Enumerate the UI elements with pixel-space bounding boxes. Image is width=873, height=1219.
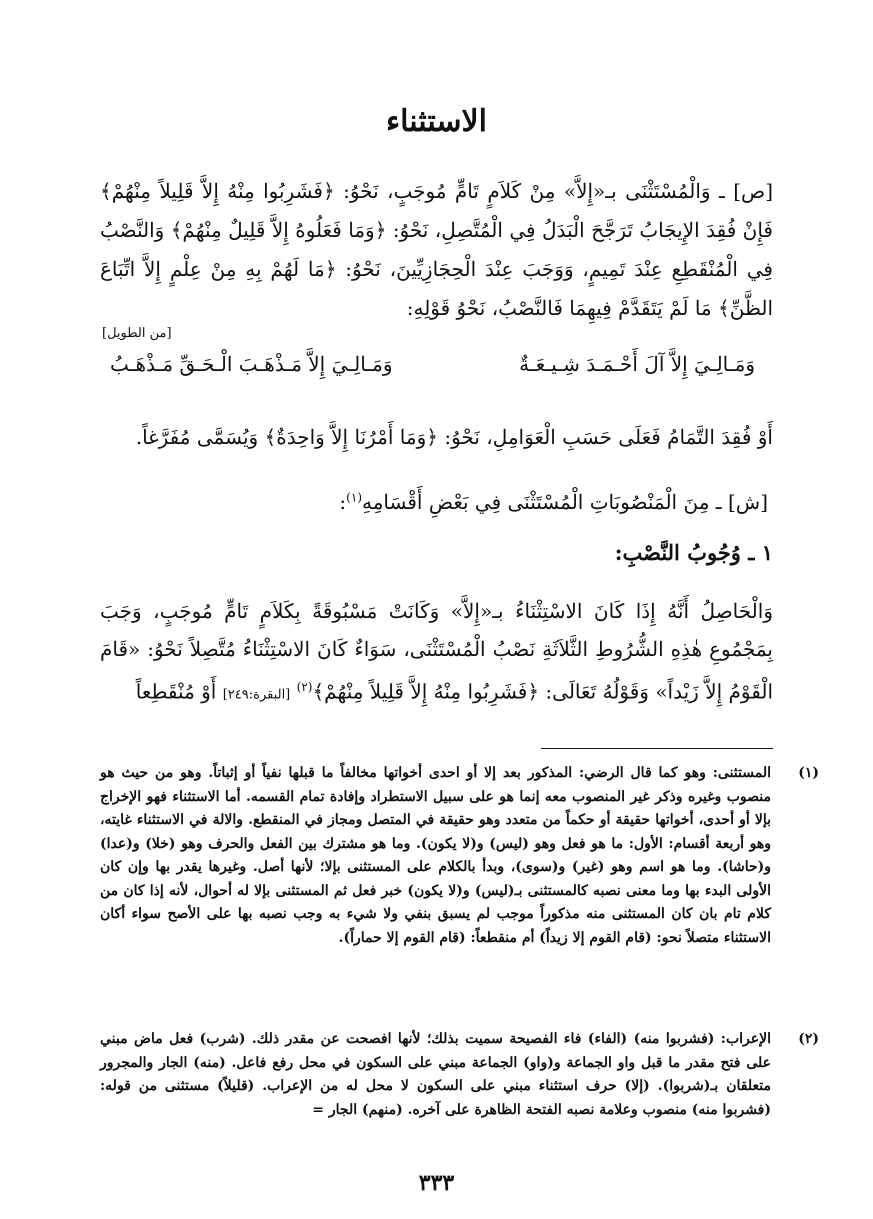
matn-paragraph-2 xyxy=(100,398,773,477)
footnote-marker-2[interactable]: (٢) xyxy=(296,680,313,694)
sharh-text-tail: أَوْ مُنْقَطِعاً xyxy=(135,679,217,704)
footnote-2 xyxy=(100,1028,819,1122)
footnote-1-number: (١) xyxy=(798,765,819,781)
sharh-paragraph xyxy=(100,592,773,715)
page-title: الاستثناء xyxy=(386,104,487,139)
verse-first-hemistich: وَمَـالِـيَ إِلاَّ آلَ أَحْـمَـدَ شِـيـعَـةٌ xyxy=(519,352,755,376)
matn-paragraph xyxy=(100,172,773,328)
footnote-separator xyxy=(541,748,773,749)
footnote-1 xyxy=(100,762,819,950)
sharh-text: وَالْحَاصِلُ أَنَّهُ إِذَا كَانَ الاسْتِثْنَاءُ بـ«إِلاَّ» وَكَانَتْ مَسْبُوقَةً بِكَلاَمٍ تَامٍّ مُوجَبٍ، وَجَبَ بِمَجْمُوعِ هٰذِهِ الشُّرُوطِ الثَّلاَثَةِ نَصْبُ الْمُسْتَثْنَى، سَوَاءٌ كَانَ الاسْتِثْنَاءُ مُتَّصِلاً نَحْوُ: «قَامَ الْقَوْمُ إِلاَّ زَيْداً» وَقَوْلُهُ تَعَالَى: ﴿فَشَرِبُوا مِنْهُ إِلاَّ قَلِيلاً مِنْهُمْ﴾ xyxy=(100,599,773,704)
matn-text-2: أَوْ فُقِدَ التَّمَامُ فَعَلَى حَسَبِ الْعَوَامِلِ، نَحْوُ: ﴿وَمَا أَمْرُنَا إِلاَّ وَاحِدَةٌ﴾ وَيُسَمَّى مُفَرَّغاً. xyxy=(135,425,773,449)
footnote-2-text: الإعراب: (فشربوا منه) (الفاء) فاء الفصيحة سميت بذلك؛ لأنها افصحت عن مقدر ذلك. (شرب) فعل ماض مبني على فتح مقدر ما قبل واو الجماعة و(واو) الجماعة مبني على السكون في محل رفع فاعل. (منه) الجار والمجرور متعلقان بـ(شربوا). (إلا) حرف استثناء مبني على السكون لا محل له من الإعراب. (قليلاً) مستثنى من قوله: (فشربوا منه) منصوب وعلامة نصبه الفتحة الظاهرة على آخره. (منهم) الجار = xyxy=(100,1031,771,1118)
section-subheading: ١ ـ وُجُوبُ النَّصْبِ: xyxy=(614,540,773,565)
footnote-2-number: (٢) xyxy=(798,1031,819,1047)
verse-second-hemistich: وَمَـالِـيَ إِلاَّ مَـذْهَـبَ الْـحَـقِّ مَـذْهَـبُ xyxy=(110,352,393,376)
footnote-1-text: المستثنى: وهو كما قال الرضي: المذكور بعد إلا أو احدى أخواتها مخالفاً ما قبلها نفياً أو إثباتاً. وهو من حيث هو منصوب وغيره وذكر غير المنصوب معه إنما هو على سبيل الاستطراد وإفادة تمام القسمه. أما الاستثناء فهو الإخراج بإلا أو أحدى، أخواتها حقيقة أو حكماً من متعدد وهو حقيقة في المتصل ومجاز في المنقطع. والالة في الاستثناء غايته، وهو أربعة أقسام: الأول: ما هو فعل وهو (ليس) و(لا يكون). وما هو مشترك بين الفعل والحرف وهو (خلا) و(عدا) و(حاشا). وما هو اسم وهو (غير) و(سوى)، وبدأ بالكلام على المستثنى بإلا؛ لأنها أصل. وغيرها يقدر بها وإن كان الأولى البدء بها وما معنى نصبه كالمستثنى بـ(ليس) و(لا يكون) خبر فعل ثم المستثنى بإلا له أحوال، لأنه إذا كان من كلام تام بان كان المستثنى منه مذكوراً موجب لم يسبق بنفي ولا شيء به وجب نصبه بها على الأصح سواء أكان الاستثناء متصلاً نحو: (قام القوم إلا زيداً) أم منقطعاً: (قام القوم إلا حماراً). xyxy=(100,765,771,946)
sharh-heading: [ش] ـ مِنَ الْمَنْصُوبَاتِ الْمُسْتَثْنَى فِي بَعْضِ أَقْسَامِهِ$^{(١)}$: xyxy=(339,490,768,514)
matn-text: [ص] ـ وَالْمُسْتَثْنَى بـ«إِلاَّ» مِنْ كَلاَمٍ تَامٍّ مُوجَبٍ، نَحْوُ: ﴿فَشَرِبُوا مِنْهُ إِلاَّ قَلِيلاً مِنْهُمْ﴾ فَإِنْ فُقِدَ الإِيجَابُ تَرَجَّحَ الْبَدَلُ فِي الْمُتَّصِلِ، نَحْوُ: ﴿وَمَا فَعَلُوهُ إِلاَّ قَلِيلٌ مِنْهُمْ﴾ وَالنَّصْبُ فِي الْمُنْقَطِعِ عِنْدَ تَمِيمٍ، وَوَجَبَ عِنْدَ الْحِجَازِيِّينَ، نَحْوُ: ﴿مَا لَهُمْ بِهِ مِنْ عِلْمٍ إِلاَّ اتِّبَاعَ الظَّنِّ﴾ مَا لَمْ يَتَقَدَّمْ فِيهِمَا فَالنَّصْبُ، نَحْوُ قَوْلِهِ: xyxy=(100,179,773,320)
quran-reference: [البقرة:٢٤٩] xyxy=(222,687,291,703)
page-number: ٣٣٣ xyxy=(418,1170,455,1196)
footnote-marker-1[interactable]: (١) xyxy=(346,490,362,505)
poetry-verse xyxy=(110,352,755,376)
sharh-heading-text: [ش] ـ مِنَ الْمَنْصُوبَاتِ الْمُسْتَثْنَى فِي بَعْضِ أَقْسَامِهِ xyxy=(362,490,768,514)
poetic-meter-label: [من الطويل] xyxy=(102,326,172,341)
